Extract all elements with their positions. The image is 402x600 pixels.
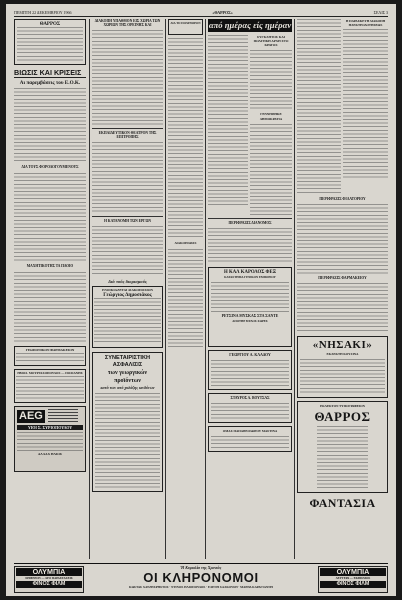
ad-box	[208, 350, 292, 390]
small-box-title: ΔΙΑ ΤΟ ΠΟΛΥΘΟΡΟΝ	[170, 21, 201, 25]
article-body	[208, 35, 248, 207]
olympia-left-ad	[14, 566, 84, 593]
heirs-film-ad	[87, 565, 315, 593]
article-heading: Η ΚΑΤΑΝΟΜΗ ΤΩΝ ΕΡΓΩΝ	[104, 218, 151, 223]
tharros-print-ad	[297, 401, 388, 493]
aeg-line: ΑΛΛΑΧ ΗΛΙΟΣ	[37, 452, 63, 456]
cinema-ad-bar	[14, 563, 388, 594]
article-heading: ΜΑΧΗΤΙΚΟΤΗΣ ΤΑ ΠΛΟΙΟ	[26, 264, 74, 268]
notice-text	[94, 298, 161, 342]
tharros-print-title: ΘΑΡΡΟΣ	[314, 409, 371, 424]
ad-title: ΣΤΑΥΡΟΣ Α. ΒΟΥΤΣΑΣ	[230, 395, 270, 400]
article-body	[92, 226, 163, 276]
tharros-print-top: ΕΚΛΕΚΤΟΝ ΤΥΠΟΓΡΑΦΕΙΟΝ	[320, 404, 365, 408]
header-page-number: ΣΕΛΙΣ 3	[373, 9, 388, 15]
article-body	[168, 38, 203, 238]
notice-name: Γεώργιος Δημοσιάκος	[103, 291, 152, 298]
insurance-subtitle: των γεωργικών προϊόντων	[107, 369, 148, 384]
ad-title: ΓΕΩΠΟΝΙΚΟΝ ΦΑΡΜΑΚΕΙΟΝ	[25, 348, 75, 352]
olympia-left-film: ΦΙΝΟΣ ΦΙΛΜ	[16, 581, 82, 588]
heirs-film-tagline: Ή Κυριολία της Χρονιάς	[180, 565, 222, 570]
ad-text	[16, 353, 84, 363]
ad-title: ΗΜΟΛ. ΜΟΥΡΓΑΣΟΠΟΥΛΟΣ — ΠΟΛΙΑΝΗΣ	[17, 371, 83, 375]
article-heading: ΣΥΓΚΛΗΤΟΣ ΚΑΙ ΠΟΛΙΤΙΚΗ ΑΡΧΗ ΣΤΟ ΚΡΑΤΟΣ	[253, 35, 289, 48]
column-rule	[165, 19, 166, 559]
ad-text	[211, 403, 289, 419]
masthead-text	[17, 27, 83, 61]
article-heading: ΔΙΑ ΤΟΥΣ ΦΟΡΟΛΟΓΟΥΜΕΝΟΥΣ	[21, 165, 79, 169]
article-body	[297, 283, 388, 333]
masthead-box	[14, 19, 86, 65]
column-1	[14, 19, 86, 559]
column-3	[168, 19, 203, 559]
ad-box	[14, 369, 86, 403]
nisaki-text	[300, 359, 385, 395]
article-heading: ΔΙΑΚΟΙΝΩΣΙΣ	[174, 241, 197, 245]
aeg-ad	[14, 406, 86, 472]
nisaki-title: «ΝΗΣΑΚΙ»	[312, 339, 373, 351]
column-4	[208, 19, 292, 559]
article-body	[297, 204, 388, 274]
ad-box	[208, 426, 292, 452]
article-body	[14, 272, 86, 342]
ad-title: ΡΕΤΣΙΝΑ ΜΥΣΚΑΣ ΣΤΑ ΣΑΝΤΕ	[221, 313, 279, 318]
article-heading: ΕΚΠΑΙΔΕΥΤΙΚΟΝ ΘΕΑΤΡΟΝ ΤΗΣ ΕΠΙΤΡΟΠΗΣ	[98, 130, 157, 140]
olympia-left-subtitle: ΣΗΜΕΡΟΝ — ΔΥΟ ΠΑΡΑΣΤΑΣΕΙΣ	[25, 576, 73, 580]
insurance-ad	[92, 352, 163, 492]
notice-heading: ΠΕΡΙΦΡΑΞΙΣ ΔΙΑΝΟΜΟΣ	[228, 220, 272, 225]
article-body	[14, 88, 86, 162]
article-body	[297, 19, 341, 195]
notice-text	[208, 228, 292, 264]
newspaper-page	[6, 4, 396, 596]
section-title: ΒΙΩΣΙΣ ΚΑΙ ΚΡΙΣΕΙΣ	[14, 68, 86, 78]
notice-title: ΕΝΟΙΚΙΑΖΕΤΑΙ ΔΙΑΚΟΠΟΣΙΟΝ	[102, 287, 153, 292]
ad-text	[211, 282, 289, 312]
column-2	[92, 19, 163, 559]
article-heading: ΠΕΡΙΦΡΑΞΙΣ ΦΑΡΜΑΚΕΙΟΥ	[318, 276, 367, 280]
column-rule	[205, 19, 206, 559]
ad-box	[14, 346, 86, 366]
olympia-right-ad	[318, 566, 388, 593]
header-date: ΠΕΜΠΤΗ 22 ΔΕΚΕΜΒΡΙΟΥ 1966	[14, 9, 72, 15]
column-rule	[294, 19, 295, 559]
olympia-right-title: ΟΛΥΜΠΙΑ	[320, 568, 386, 576]
ad-text	[48, 409, 78, 423]
ad-text	[17, 432, 83, 452]
header-paper-name: «ΘΑΡΡΟΣ»	[212, 9, 233, 15]
article-body	[14, 173, 86, 261]
nisaki-ad	[297, 336, 388, 398]
page-header	[14, 8, 388, 17]
ad-subtitle: ΚΑΤΑΣΤΗΜΑ ΓΕΝΙΚΟΝ ΕΜΠΟΡΙΟΥ	[224, 274, 276, 279]
column-rule	[89, 19, 90, 559]
heirs-film-title: ΟΙ ΚΛΗΡΟΝΟΜΟΙ	[143, 570, 259, 585]
olympia-right-film: ΦΙΝΟΣ ΦΙΛΜ	[320, 581, 386, 588]
ad-title: ΓΕΩΡΓΙΟΥ Α. ΚΛΑΔΟΥ	[229, 352, 271, 357]
nisaki-subtitle: ΕΚΛΕΚΤΗ ΚΟΥΖΙΝΑ	[326, 352, 359, 356]
article-body	[168, 249, 203, 349]
notice-box	[92, 286, 163, 348]
ad-title: ΟΜΑΣ ΠΑΠΑΘΕΟΔΩΡΟΥ ΜΑΣΤΙΝΑ	[222, 428, 278, 433]
article-body	[250, 50, 292, 110]
article-body	[250, 124, 292, 216]
column-banner: από ηµέρας είς ηµέραν	[208, 20, 292, 30]
column-5	[297, 19, 388, 559]
ad-text	[16, 376, 84, 400]
masthead-title: ΘΑΡΡΟΣ	[39, 22, 61, 27]
article-body	[92, 30, 163, 126]
ad-box	[208, 393, 292, 423]
small-box	[168, 19, 203, 35]
article-body	[92, 142, 163, 214]
ad-text	[211, 436, 289, 448]
tharros-print-text	[317, 426, 368, 488]
ad-subtitle: ΑΠΟΤΗΡ ΜΥΛΟΣ ΧΩΡΕΣ	[232, 318, 268, 323]
heirs-film-cast: ΚΩΣΤΑΣ ΧΑΤΖΗΧΡΗΣΤΟΣ · ΝΤΙΝΟΣ ΗΛΙΟΠΟΥΛΟΣ · ΕΛΕΝΗ ΧΑΛΚΟΥΣΗ · ΜΑΡΘΑ ΚΑΡΑΓΙΑΝΝΗ	[129, 585, 273, 589]
article-heading: Διά τούς διορισμούς	[108, 278, 147, 284]
article-heading: ΠΕΡΙΦΡΑΞΙΣ ΦΙΛΑΤΟΡΙΟΥ	[319, 197, 366, 201]
fantasia-title: ΦΑΝΤΑΣΙΑ	[309, 496, 376, 510]
section-subtitle: Αι παρεμβάσεις του Ε.Ο.Κ.	[19, 80, 81, 86]
article-heading: ΓΕΝΝΗΘΗΚΕ ΔΗΜΟΚΡΑΤΙΑ	[259, 111, 283, 121]
article-body	[343, 29, 388, 179]
article-heading: ΔΙΑΚΟΠΗ ΥΠΑΘΜΟΝ ΕΙΣ ΧΩΡΙΑ ΤΩΝ ΧΩΡΙΩΝ ΤΗΣ ΟΡΕΙΝΗΣ ΚΑΙ	[94, 19, 161, 28]
ad-text	[211, 360, 289, 386]
aeg-subtitle: ΥΙΟΙ Σ. ΣΥΡΙΟΠΟΥΛΟΥ	[17, 425, 83, 430]
ad-title: Η ΚΑΛ ΚΑΡΟΛΟΣ ΦΕΞ	[224, 269, 276, 275]
olympia-right-subtitle: ΔΕΥΤΕΡΑ — ΕΚΒΙΣΜΟΣ	[335, 576, 371, 580]
aeg-logo: AEG	[19, 409, 43, 422]
article-heading: Η ΠΑΡΑΣΚΕΥΗ ΔΙΑΚΟΠΗ ΗΛΕΚΤΡΟΔΟΤΗΣΕΩΣ	[345, 19, 386, 27]
insurance-note: κατά των από χαλάζης κινδύνων	[100, 384, 155, 390]
olympia-left-title: ΟΛΥΜΠΙΑ	[16, 568, 82, 576]
insurance-text	[95, 393, 160, 489]
insurance-title: ΣΥΝΕΤΑΙΡΙΣΤΙΚΗ ΑΣΦΑΛΙΣΙΣ	[104, 354, 151, 368]
ad-box	[208, 267, 292, 347]
